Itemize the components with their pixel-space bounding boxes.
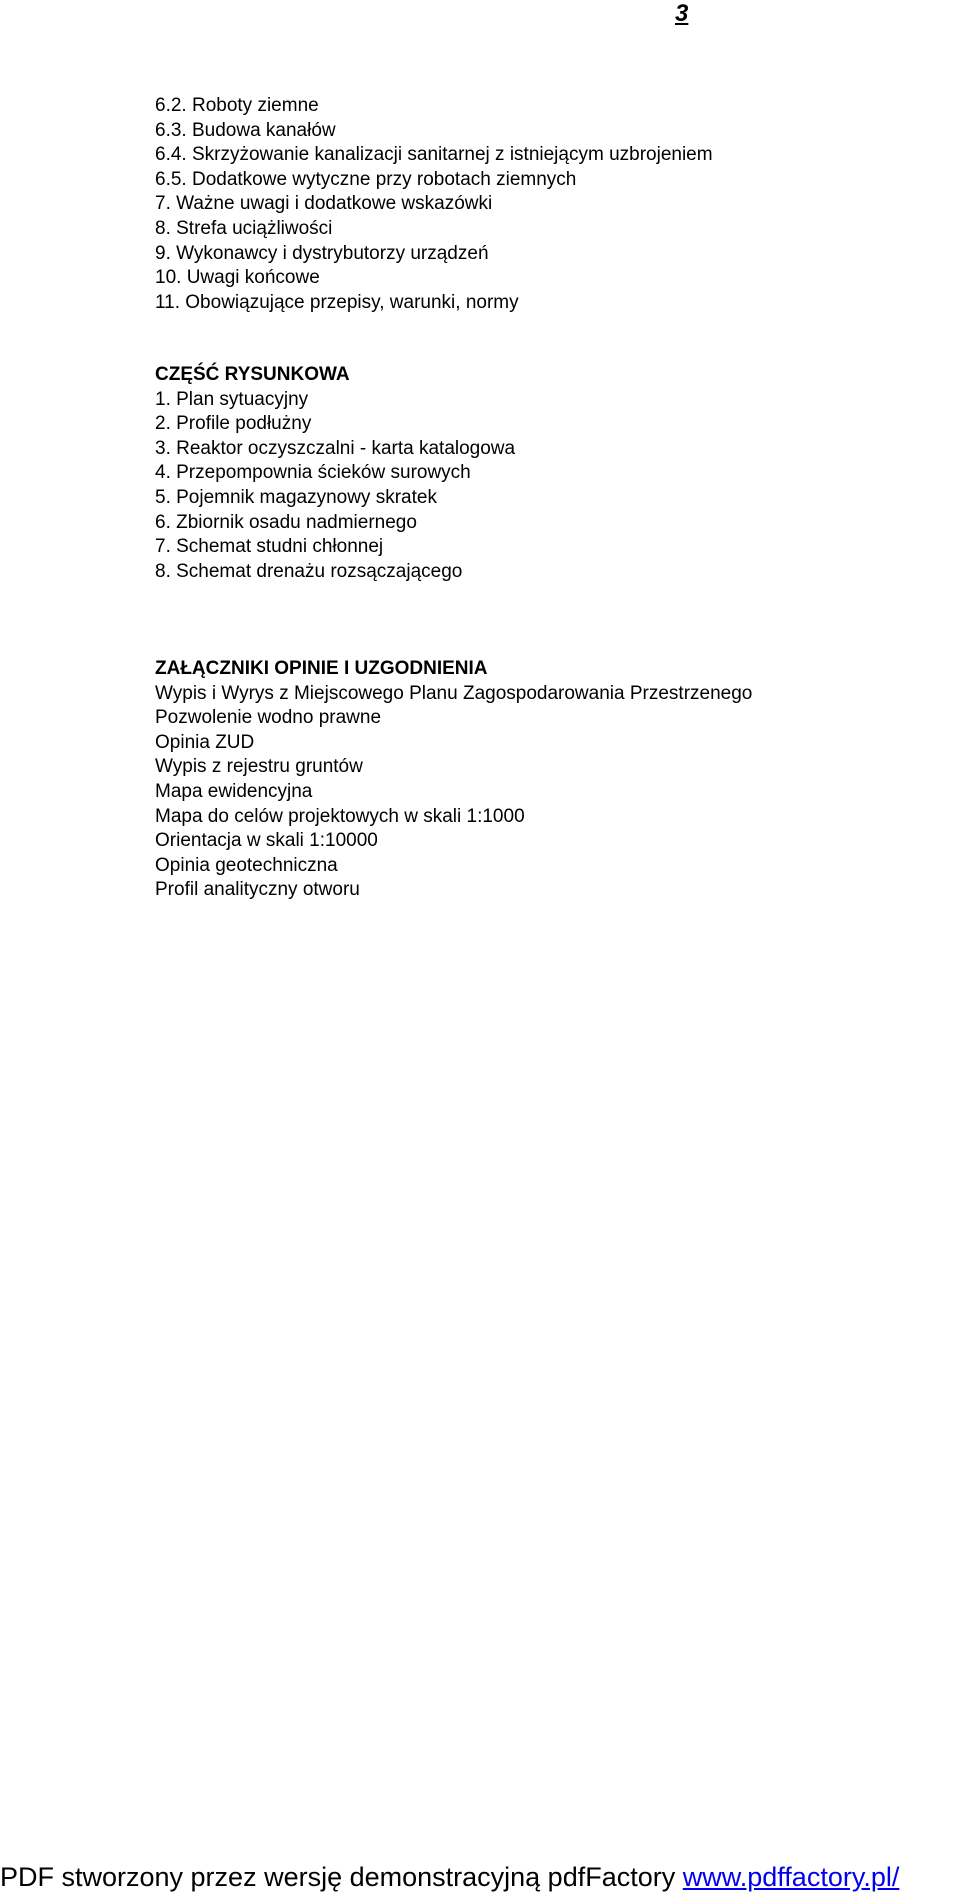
toc-item: 6.3. Budowa kanałów [155, 119, 336, 141]
pdf-footer [0, 1860, 899, 1894]
annex-item: Profil analityczny otworu [155, 879, 360, 901]
annexes-section [155, 657, 752, 903]
annex-item: Pozwolenie wodno prawne [155, 707, 382, 729]
footer-text: PDF stworzony przez wersję demonstracyjną pdfFactory [0, 1862, 683, 1892]
drawing-item: 7. Schemat studni chłonnej [155, 536, 384, 558]
drawing-item: 1. Plan sytuacyjny [155, 388, 309, 410]
drawing-item: 8. Schemat drenażu rozsączającego [155, 560, 463, 582]
table-of-contents [155, 94, 713, 315]
pdffactory-link[interactable]: www.pdffactory.pl/ [682, 1862, 900, 1892]
toc-item: 6.2. Roboty ziemne [155, 95, 319, 116]
drawing-item: 6. Zbiornik osadu nadmiernego [155, 511, 417, 533]
toc-item: 6.5. Dodatkowe wytyczne przy robotach ziemnych [155, 168, 577, 190]
toc-item: 10. Uwagi końcowe [155, 267, 320, 289]
annex-item: Wypis z rejestru gruntów [155, 756, 363, 778]
toc-item: 8. Strefa uciążliwości [155, 217, 333, 239]
annexes-heading: ZAŁĄCZNIKI OPINIE I UZGODNIENIA [155, 658, 488, 679]
annex-item: Wypis i Wyrys z Miejscowego Planu Zagospodarowania Przestrzenego [155, 682, 753, 704]
drawing-item: 4. Przepompownia ścieków surowych [155, 462, 471, 484]
annex-item: Opinia ZUD [155, 731, 255, 753]
drawings-section [155, 363, 515, 584]
toc-item: 7. Ważne uwagi i dodatkowe wskazówki [155, 193, 493, 215]
drawing-item: 5. Pojemnik magazynowy skratek [155, 486, 437, 508]
annex-item: Mapa ewidencyjna [155, 780, 313, 802]
drawings-heading: CZĘŚĆ RYSUNKOWA [155, 364, 350, 385]
toc-item: 11. Obowiązujące przepisy, warunki, normy [155, 291, 519, 313]
annex-item: Opinia geotechniczna [155, 854, 338, 876]
page-number: 3 [675, 0, 689, 27]
drawing-item: 3. Reaktor oczyszczalni - karta katalogowa [155, 437, 516, 459]
toc-item: 6.4. Skrzyżowanie kanalizacji sanitarnej z istniejącym uzbrojeniem [155, 144, 713, 166]
toc-item: 9. Wykonawcy i dystrybutorzy urządzeń [155, 242, 489, 264]
annex-item: Mapa do celów projektowych w skali 1:1000 [155, 805, 525, 827]
annex-item: Orientacja w skali 1:10000 [155, 830, 378, 852]
drawing-item: 2. Profile podłużny [155, 413, 312, 435]
